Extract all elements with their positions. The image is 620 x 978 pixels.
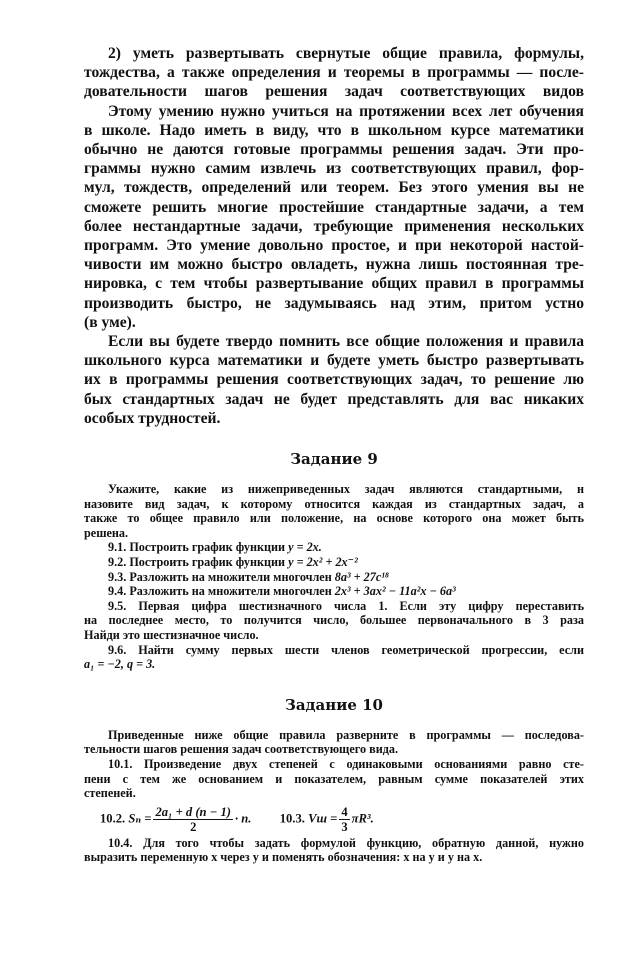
text-line: Первая цифра шестизначного числа 1. Если эту цифру переставить	[138, 598, 585, 613]
text-line: школьного курса математики и будете уметь быстро развертывать	[84, 352, 584, 370]
text-line: производить быстро, не задумываясь над этим, притом устно	[84, 294, 584, 312]
text-line: чивости им можно быстро овладеть, нужна лишь постоянная тре-	[84, 256, 584, 274]
text-line: Произведение двух степеней с одинаковыми основаниями равно сте-	[144, 756, 584, 771]
text-line: Найди это шестизначное число.	[84, 628, 259, 642]
item-text: Построить график функции	[129, 555, 286, 570]
item-number: 9.2.	[108, 555, 127, 570]
formula-tail: πR³.	[351, 811, 374, 826]
text-line: также то общее правило или положение, на основе которого она может быть	[84, 511, 584, 526]
task-10-item-4	[84, 836, 584, 865]
fraction	[153, 805, 233, 834]
task-10-item-1	[84, 757, 584, 801]
task-9-item-5	[84, 599, 584, 643]
text-line: их в программы решения соответствующих задач, то решение лю	[84, 371, 584, 389]
task-10-formulas-row	[84, 805, 584, 834]
text-line: нировка, с тем чтобы развертывание общих правил в программы	[84, 275, 584, 293]
text-line: сможете решить многие простейшие стандартные задачи, а тем	[84, 198, 584, 216]
text-line: назовите вид задач, к которому относится каждая из стандартных задач, а	[84, 496, 584, 511]
text-line: выразить переменную x через y и поменять обозначения: x на y и y на x.	[84, 850, 483, 865]
item-math: y = 2x.	[288, 540, 322, 555]
item-number: 10.3.	[279, 811, 305, 826]
text-line: (в уме).	[84, 313, 136, 331]
item-number: 9.3.	[108, 569, 127, 584]
text-line: мул, тождеств, определений или теорем. Без этого умения вы не	[84, 179, 584, 197]
fraction-denominator: 2	[190, 819, 197, 834]
text-line: Для того чтобы задать формулой функцию, обратную данной, нужно	[143, 835, 584, 850]
book-page	[84, 44, 584, 865]
task-10-instruction	[84, 728, 584, 757]
item-number: 9.4.	[108, 584, 127, 599]
item-number: 10.2.	[100, 811, 126, 826]
item-number: 9.1.	[108, 540, 127, 555]
text-line: на последнее место, то получится число, большее первоначального в 3 раза	[84, 613, 584, 628]
text-line: решена.	[84, 525, 129, 540]
item-number: 9.5.	[108, 598, 127, 613]
task-9-heading: Задание 9	[290, 450, 378, 469]
intro-paragraph-1	[84, 102, 584, 332]
item-number: 10.4.	[108, 835, 133, 850]
text-line: Приведенные ниже общие правила разверните в программы — последова-	[108, 727, 584, 742]
text-line: более нестандартные задачи, требующие применения нескольких	[84, 217, 584, 235]
item-number: 10.1.	[108, 756, 133, 771]
formula-lhs: Vш =	[308, 811, 338, 826]
task-9-instruction	[84, 482, 584, 540]
item-math: 2x³ + 3ax² − 11a²x − 6a³	[334, 584, 456, 599]
text-line: довательности шагов решения задач соответствующих видов	[84, 83, 584, 101]
intro-paragraph-2	[84, 332, 584, 428]
text-line: 2) уметь развертывать свернутые общие правила, формулы,	[108, 45, 584, 62]
intro-item-2	[84, 44, 584, 102]
item-math: 8a³ + 27c¹⁸	[334, 569, 390, 584]
task-10-heading: Задание 10	[285, 695, 383, 714]
text-line: обычно не даются готовые программы решения задач. Эти про-	[84, 141, 584, 159]
text-line: тельности шагов решения задач соответствующего вида.	[84, 742, 399, 757]
task-9-item-4	[84, 584, 584, 599]
text-line: степеней.	[84, 786, 136, 801]
text-line: Укажите, какие из нижеприведенных задач являются стандартными, н	[108, 482, 584, 497]
formula-tail: · n.	[234, 811, 252, 826]
text-line: бых стандартных задач не будет представлять для вас никаких	[84, 390, 584, 408]
task-9-item-2	[84, 555, 584, 570]
text-line: граммы нужно самим извлечь из соответствующих правил, фор-	[84, 160, 584, 178]
text-line: тождества, а также определения и теоремы в программы — после-	[84, 64, 584, 82]
text-line: Найти сумму первых шести членов геометрической прогрессии, если	[138, 642, 585, 657]
formula-lhs: Sₙ =	[128, 811, 152, 826]
text-line: пени с тем же основанием и показателем, равным сумме показателей этих	[84, 771, 584, 786]
item-text: Разложить на множители многочлен	[129, 584, 332, 599]
text-line: Этому умению нужно учиться на протяжении всех лет обучения	[108, 102, 584, 120]
text-line: особых трудностей.	[84, 409, 221, 427]
text-line: программ. Это умение довольно простое, и при некоторой настой-	[84, 237, 584, 255]
text-line: a₁ = −2, q = 3.	[84, 657, 156, 672]
item-text: Построить график функции	[129, 540, 286, 555]
fraction-denominator: 3	[341, 819, 348, 834]
fraction	[339, 805, 349, 834]
fraction-numerator: 2a₁ + d (n − 1)	[155, 804, 231, 819]
task-9-item-3	[84, 570, 584, 585]
item-number: 9.6.	[108, 642, 127, 657]
text-line: в школе. Надо иметь в виду, что в школьном курсе математики	[84, 121, 584, 139]
text-line: Если вы будете твердо помнить все общие положения и правила	[108, 333, 584, 351]
task-9-item-1	[84, 540, 584, 555]
item-math: y = 2x² + 2x⁻²	[288, 555, 358, 570]
task-9-item-6	[84, 643, 584, 672]
item-text: Разложить на множители многочлен	[129, 569, 332, 584]
fraction-numerator: 4	[341, 804, 348, 819]
